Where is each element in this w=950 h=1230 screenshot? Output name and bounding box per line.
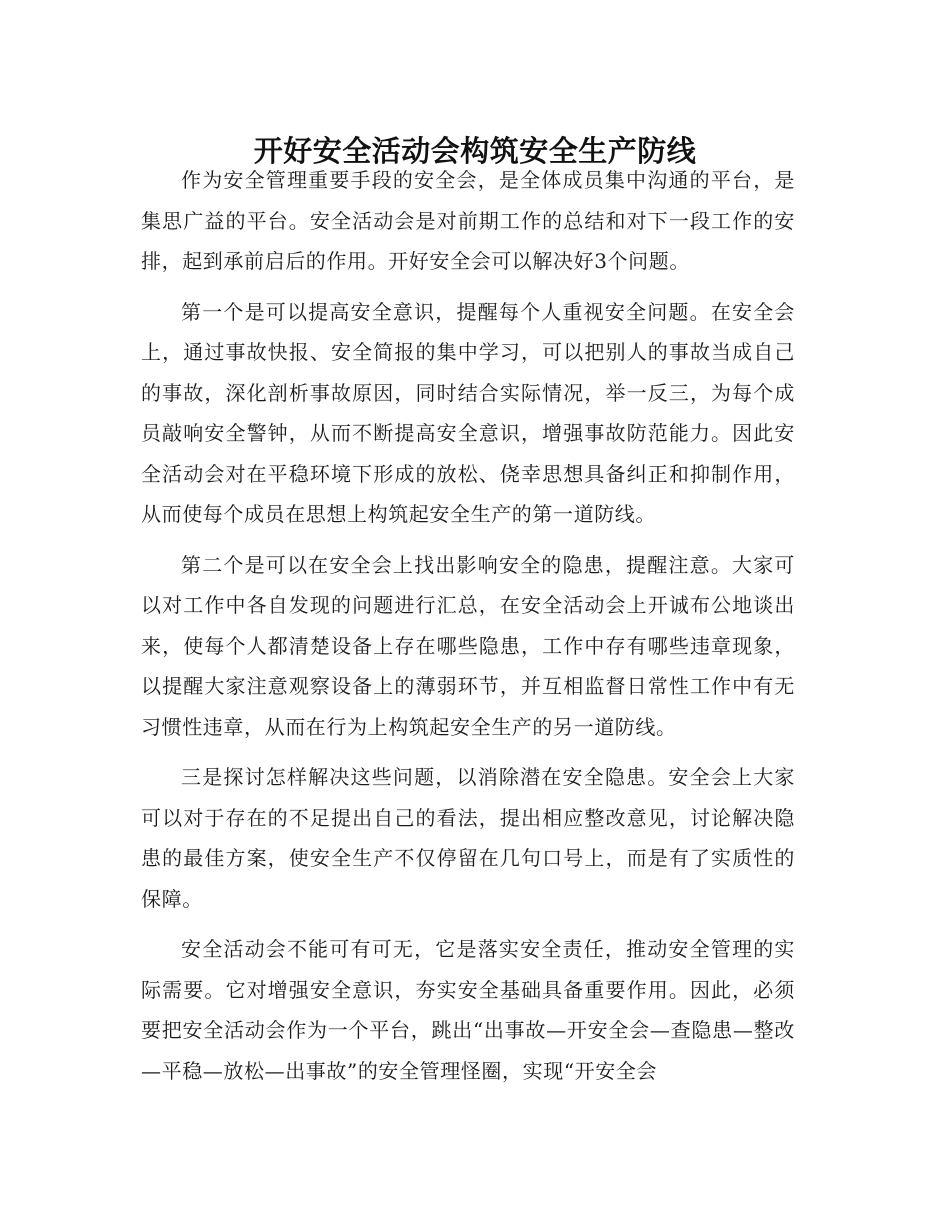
- paragraph-4: 三是探讨怎样解决这些问题，以消除潜在安全隐患。安全会上大家可以对于存在的不足提出自己的看法，提出相应整改意见，讨论解决隐患的最佳方案，使安全生产不仅停留在几句口号上，而是有了实质性的保障。: [141, 765, 795, 911]
- paragraph-3: 第二个是可以在安全会上找出影响安全的隐患，提醒注意。大家可以对工作中各自发现的问题进行汇总，在安全活动会上开诚布公地谈出来，使每个人都清楚设备上存在哪些隐患，工作中存有哪些违章现象，以提醒大家注意观察设备上的薄弱环节，并互相监督日常性工作中有无习惯性违章，从而在行为上构筑起安全生产的另一道防线。: [141, 552, 795, 739]
- document-title: 开好安全活动会构筑安全生产防线: [253, 134, 697, 169]
- paragraph-2: 第一个是可以提高安全意识，提醒每个人重视安全问题。在安全会上，通过事故快报、安全简报的集中学习，可以把别人的事故当成自己的事故，深化剖析事故原因，同时结合实际情况，举一反三，为每个成员敲响安全警钟，从而不断提高安全意识，增强事故防范能力。因此安全活动会对在平稳环境下形成的放松、侥幸思想具备纠正和抑制作用，从而使每个成员在思想上构筑起安全生产的第一道防线。: [141, 299, 795, 526]
- paragraph-5: 安全活动会不能可有可无，它是落实安全责任，推动安全管理的实际需要。它对增强安全意识，夯实安全基础具备重要作用。因此，必须要把安全活动会作为一个平台，跳出“出事故—开安全会—查隐患—整改—平稳—放松—出事故”的安全管理怪圈，实现“开安全会: [141, 937, 795, 1083]
- paragraph-1: 作为安全管理重要手段的安全会，是全体成员集中沟通的平台，是集思广益的平台。安全活动会是对前期工作的总结和对下一段工作的安排，起到承前启后的作用。开好安全会可以解决好3个问题。: [141, 168, 795, 273]
- document-body: [141, 160, 795, 1101]
